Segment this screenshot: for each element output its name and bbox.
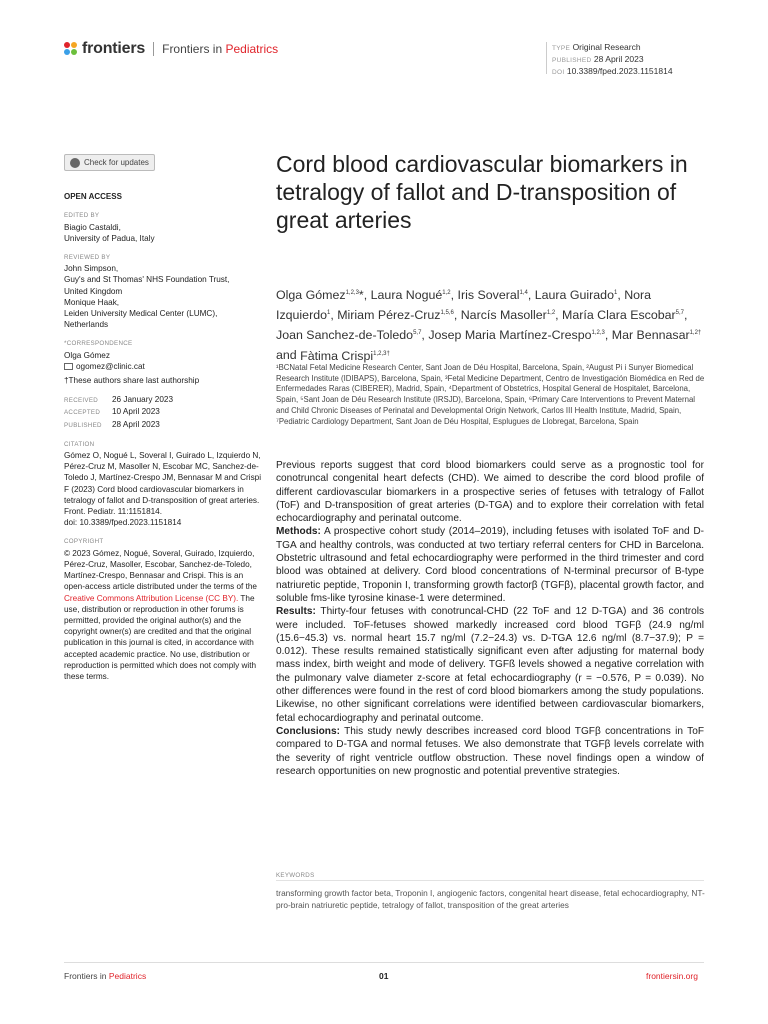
article-type: Original Research (572, 42, 641, 52)
dates: RECEIVED 26 January 2023 ACCEPTED 10 April 2023 PUBLISHED 28 April 2023 (64, 395, 173, 429)
abstract-methods: Methods: A prospective cohort study (2014–2019), including fetuses with isolated ToF and D-TGA and healthy controls, was conducted at two tertiary referral centers for CHD in Barcelona. Obstetric ultrasound and fetal echocardiography were performed in the third trimester and cord blood was obtained at delivery. Cord blood concentrations of N-terminal precursor of B-type natriuretic peptide, Troponin I, transforming growth factorβ (TGFβ), placental growth factor, and soluble fms-like tyrosine kinase-1 were determined. (276, 526, 705, 604)
reviewers: John Simpson, Guy's and St Thomas' NHS Foundation Trust, United Kingdom Monique Haak, Leiden University Medical Center (LUMC), Netherlands (64, 264, 230, 330)
abstract-intro: Previous reports suggest that cord blood biomarkers could serve as a prognostic tool for conotruncal congenital heart defects (CHD). We aimed to describe the cord blood profile of different cardiovascular biomarkers in a prospective series of fetuses with tetralogy of Fallot (ToF) and D-transposition of great arteries (D-TGA) and to explore their correlation with fetal echocardiography and perinatal outcome. (276, 460, 704, 525)
sidebar-info: Check for updates OPEN ACCESS EDITED BY Biagio Castaldi, University of Padua, Italy REVIEWED BY John Simpson, Guy's and St Thomas' NHS Foundation Trust, United Kingdom Monique Haak, Leiden University Medical Center (LUMC), Netherlands *CORRESPONDENCE Olga Gómez ogomez@clinic.cat †These authors share last authorship RECEIVED 26 January 2023 ACCEPTED 10 April 2023 PUBLISHED 28 April 2023 CITATION Gómez O, Nogué L, Soveral I, Guirado L, Izquierdo N, Pérez-Cruz M, Masoller N, Escobar MC, Sanchez-de-Toledo J, Martínez-Crespo JM, Bennasar M and Crispi F (2023) Cord blood cardiovascular biomarkers in tetralogy of fallot and D-transposition of great arteries. Front. Pediatr. 11:1151814. doi: 10.3389/fped.2023.1151814 COPYRIGHT © 2023 Gómez, Nogué, Soveral, Guirado, Izquierdo, Pérez-Cruz, Masoller, Escobar, Sanchez-de-Toledo, Martínez-Crespo, Bennasar and Crispi. This is an open-access article distributed under the terms of the Creative Commons Attribution License (CC BY). The use, distribution or reproduction in other forums is permitted, provided the original author(s) and the copyright owner(s) are credited and that the original publication in this journal is cited, in accordance with accepted academic practice. No use, distribution or reproduction is permitted which does not comply with these terms. (64, 154, 264, 682)
mail-icon (64, 363, 73, 370)
keywords-label: KEYWORDS (276, 872, 315, 879)
author-name[interactable]: Joan Sanchez-de-Toledo$^{5,7}$ (276, 328, 422, 343)
copyright: © 2023 Gómez, Nogué, Soveral, Guirado, Izquierdo, Pérez-Cruz, Masoller, Escobar, Sanchez-de-Toledo, Martínez-Crespo, Bennasar and Crispi. This is an open-access article distributed under the terms of the Creative Commons Attribution License (CC BY). The use, distribution or reproduction in other forums is permitted, provided the original author(s) and the copyright owner(s) are credited and that the original publication in this journal is cited, in accordance with accepted academic practice. No use, distribution or reproduction is permitted which does not comply with these terms. (64, 548, 257, 681)
brand-name: frontiers (82, 40, 146, 57)
cc-license-link[interactable]: Creative Commons Attribution License (CC BY). (64, 593, 239, 603)
author-name[interactable]: Josep Maria Martínez-Crespo$^{1,2,3}$ (428, 328, 605, 343)
author-name[interactable]: María Clara Escobar$^{5,7}$ (562, 308, 685, 323)
author-name[interactable]: Olga Gómez$^{1,2,3}$* (276, 288, 364, 303)
author-name[interactable]: Fàtima Crispi$^{1,2,3\dagger}$ (300, 348, 390, 363)
frontiers-logo-icon (64, 42, 78, 56)
affiliations: ¹BCNatal Fetal Medicine Research Center, Sant Joan de Déu Hospital, Barcelona, Spain, ²August Pi i Sunyer Biomedical Research Institute (IDIBAPS), Barcelona, Spain, ³Fetal Medicine Department, Centro de Investigación Biomédica en Red de Enfermedades Raras (CIBERER), Madrid, Spain, ⁴Department of Obstetrics, Hospital General de Hospitalet, Barcelona, Spain, ⁵Sant Joan de Déu Research Institute (IRSJD), Barcelona, Spain, ⁶Primary Care Interventions to Prevent Maternal and Child Chronic Diseases of Perinatal and Developmental Origin Network, Carlos III Health Institute, Madrid, Spain, ⁷Pediatric Cardiology Department, Sant Joan de Déu Hospital, Esplugues de Llobregat, Barcelona, Spain (276, 363, 705, 426)
editor: Biagio Castaldi, University of Padua, Italy (64, 222, 155, 243)
citation-doi[interactable]: doi: 10.3389/fped.2023.1151814 (64, 518, 182, 528)
shared-authorship-note: †These authors share last authorship (64, 376, 200, 386)
abstract-conclusions: Conclusions: This study newly describes increased cord blood TGFβ concentrations in ToF compared to D-TGA and normal fetuses. We also demonstrate that TGFβ levels correlate with the severity of right ventricle outflow obstruction. These novel findings open a window of research opportunities on new prognostic and potential preventive strategies. (276, 725, 705, 777)
journal-header (64, 40, 278, 58)
keywords: transforming growth factor beta, Troponin I, angiogenic factors, congenital heart disease, fetal echocardiography, NT-pro-brain natriuretic peptide, tetralogy of fallot, transposition of the great arteries (276, 888, 705, 910)
footer-site-link[interactable]: frontiersin.org (646, 971, 698, 981)
journal-name[interactable]: Frontiers in Pediatrics (162, 42, 279, 56)
check-for-updates-button[interactable]: Check for updates (64, 154, 155, 171)
footer-journal[interactable]: Frontiers in Pediatrics (64, 971, 147, 981)
published-date: 28 April 2023 (593, 54, 644, 64)
keywords-divider (276, 880, 704, 881)
page-number: 01 (379, 971, 389, 981)
correspondence-email[interactable]: ogomez@clinic.cat (64, 361, 264, 372)
author-name[interactable]: Laura Guirado$^1$ (534, 288, 618, 303)
abstract (276, 459, 704, 778)
author-name[interactable]: Mar Bennasar$^{1,2\dagger}$ (611, 328, 702, 343)
author-name[interactable]: Narcís Masoller$^{1,2}$ (460, 308, 556, 323)
article-title: Cord blood cardiovascular biomarkers in tetralogy of fallot and D-transposition of great arteries (276, 151, 688, 233)
footer-divider (64, 962, 704, 963)
header-divider (153, 42, 154, 56)
author-name[interactable]: Laura Nogué$^{1,2}$ (370, 288, 451, 303)
doi-link[interactable]: 10.3389/fped.2023.1151814 (566, 66, 673, 76)
update-icon (70, 158, 80, 168)
open-access-label: OPEN ACCESS (64, 192, 122, 202)
citation: Gómez O, Nogué L, Soveral I, Guirado L, Izquierdo N, Pérez-Cruz M, Masoller N, Escobar MC, Sanchez-de-Toledo J, Martínez-Crespo JM, Bennasar M and Crispi F (2023) Cord blood cardiovascular biomarkers in tetralogy of fallot and D-transposition of great arteries. Front. Pediatr. 11:1151814. doi: 10.3389/fped.2023.1151814 (64, 450, 264, 528)
author-list: Olga Gómez$^{1,2,3}$*, Laura Nogué$^{1,2}$, Iris Soveral$^{1,4}$, Laura Guirado$^1$, Nora Izquierdo$^1$, Miriam Pérez-Cruz$^{1,5,6}$, Narcís Masoller$^{1,2}$, María Clara Escobar$^{5,7}$, Joan Sanchez-de-Toledo$^{5,7}$, Josep Maria Martínez-Crespo$^{1,2,3}$, Mar Bennasar$^{1,2\dagger}$ and Fàtima Crispi$^{1,2,3\dagger}$ (276, 288, 702, 363)
article-meta: TYPE Original Research PUBLISHED 28 April 2023 DOI 10.3389/fped.2023.1151814 (552, 42, 673, 78)
author-name[interactable]: Nora Izquierdo$^1$ (276, 288, 652, 323)
author-name[interactable]: Miriam Pérez-Cruz$^{1,5,6}$ (337, 308, 454, 323)
abstract-results: Results: Thirty-four fetuses with conotruncal-CHD (22 ToF and 12 D-TGA) and 36 controls were included. ToF-fetuses showed markedly increased cord blood TGFβ (24.9 ng/ml (15.6−45.3) vs. normal heart 15.7 ng/ml (7.2−24.3) vs. D-TGA 12.6 ng/ml (8.7−37.9); P = 0.012). These results remained statistically significant even after adjusting for maternal body mass index, birth weight and mode of delivery. TGFß levels showed a negative correlation with the pulmonary valve diameter z-score at fetal echocardiography (r = −0.576, P = 0.039). No other differences were found in the rest of cord blood biomarkers among the study populations. Likewise, no other significant correlations were identified between cardiovascular biomarkers, fetal echocardiography and perinatal outcome. (276, 606, 705, 724)
author-name[interactable]: Iris Soveral$^{1,4}$ (457, 288, 528, 303)
correspondence-name: Olga Gómez (64, 350, 110, 360)
